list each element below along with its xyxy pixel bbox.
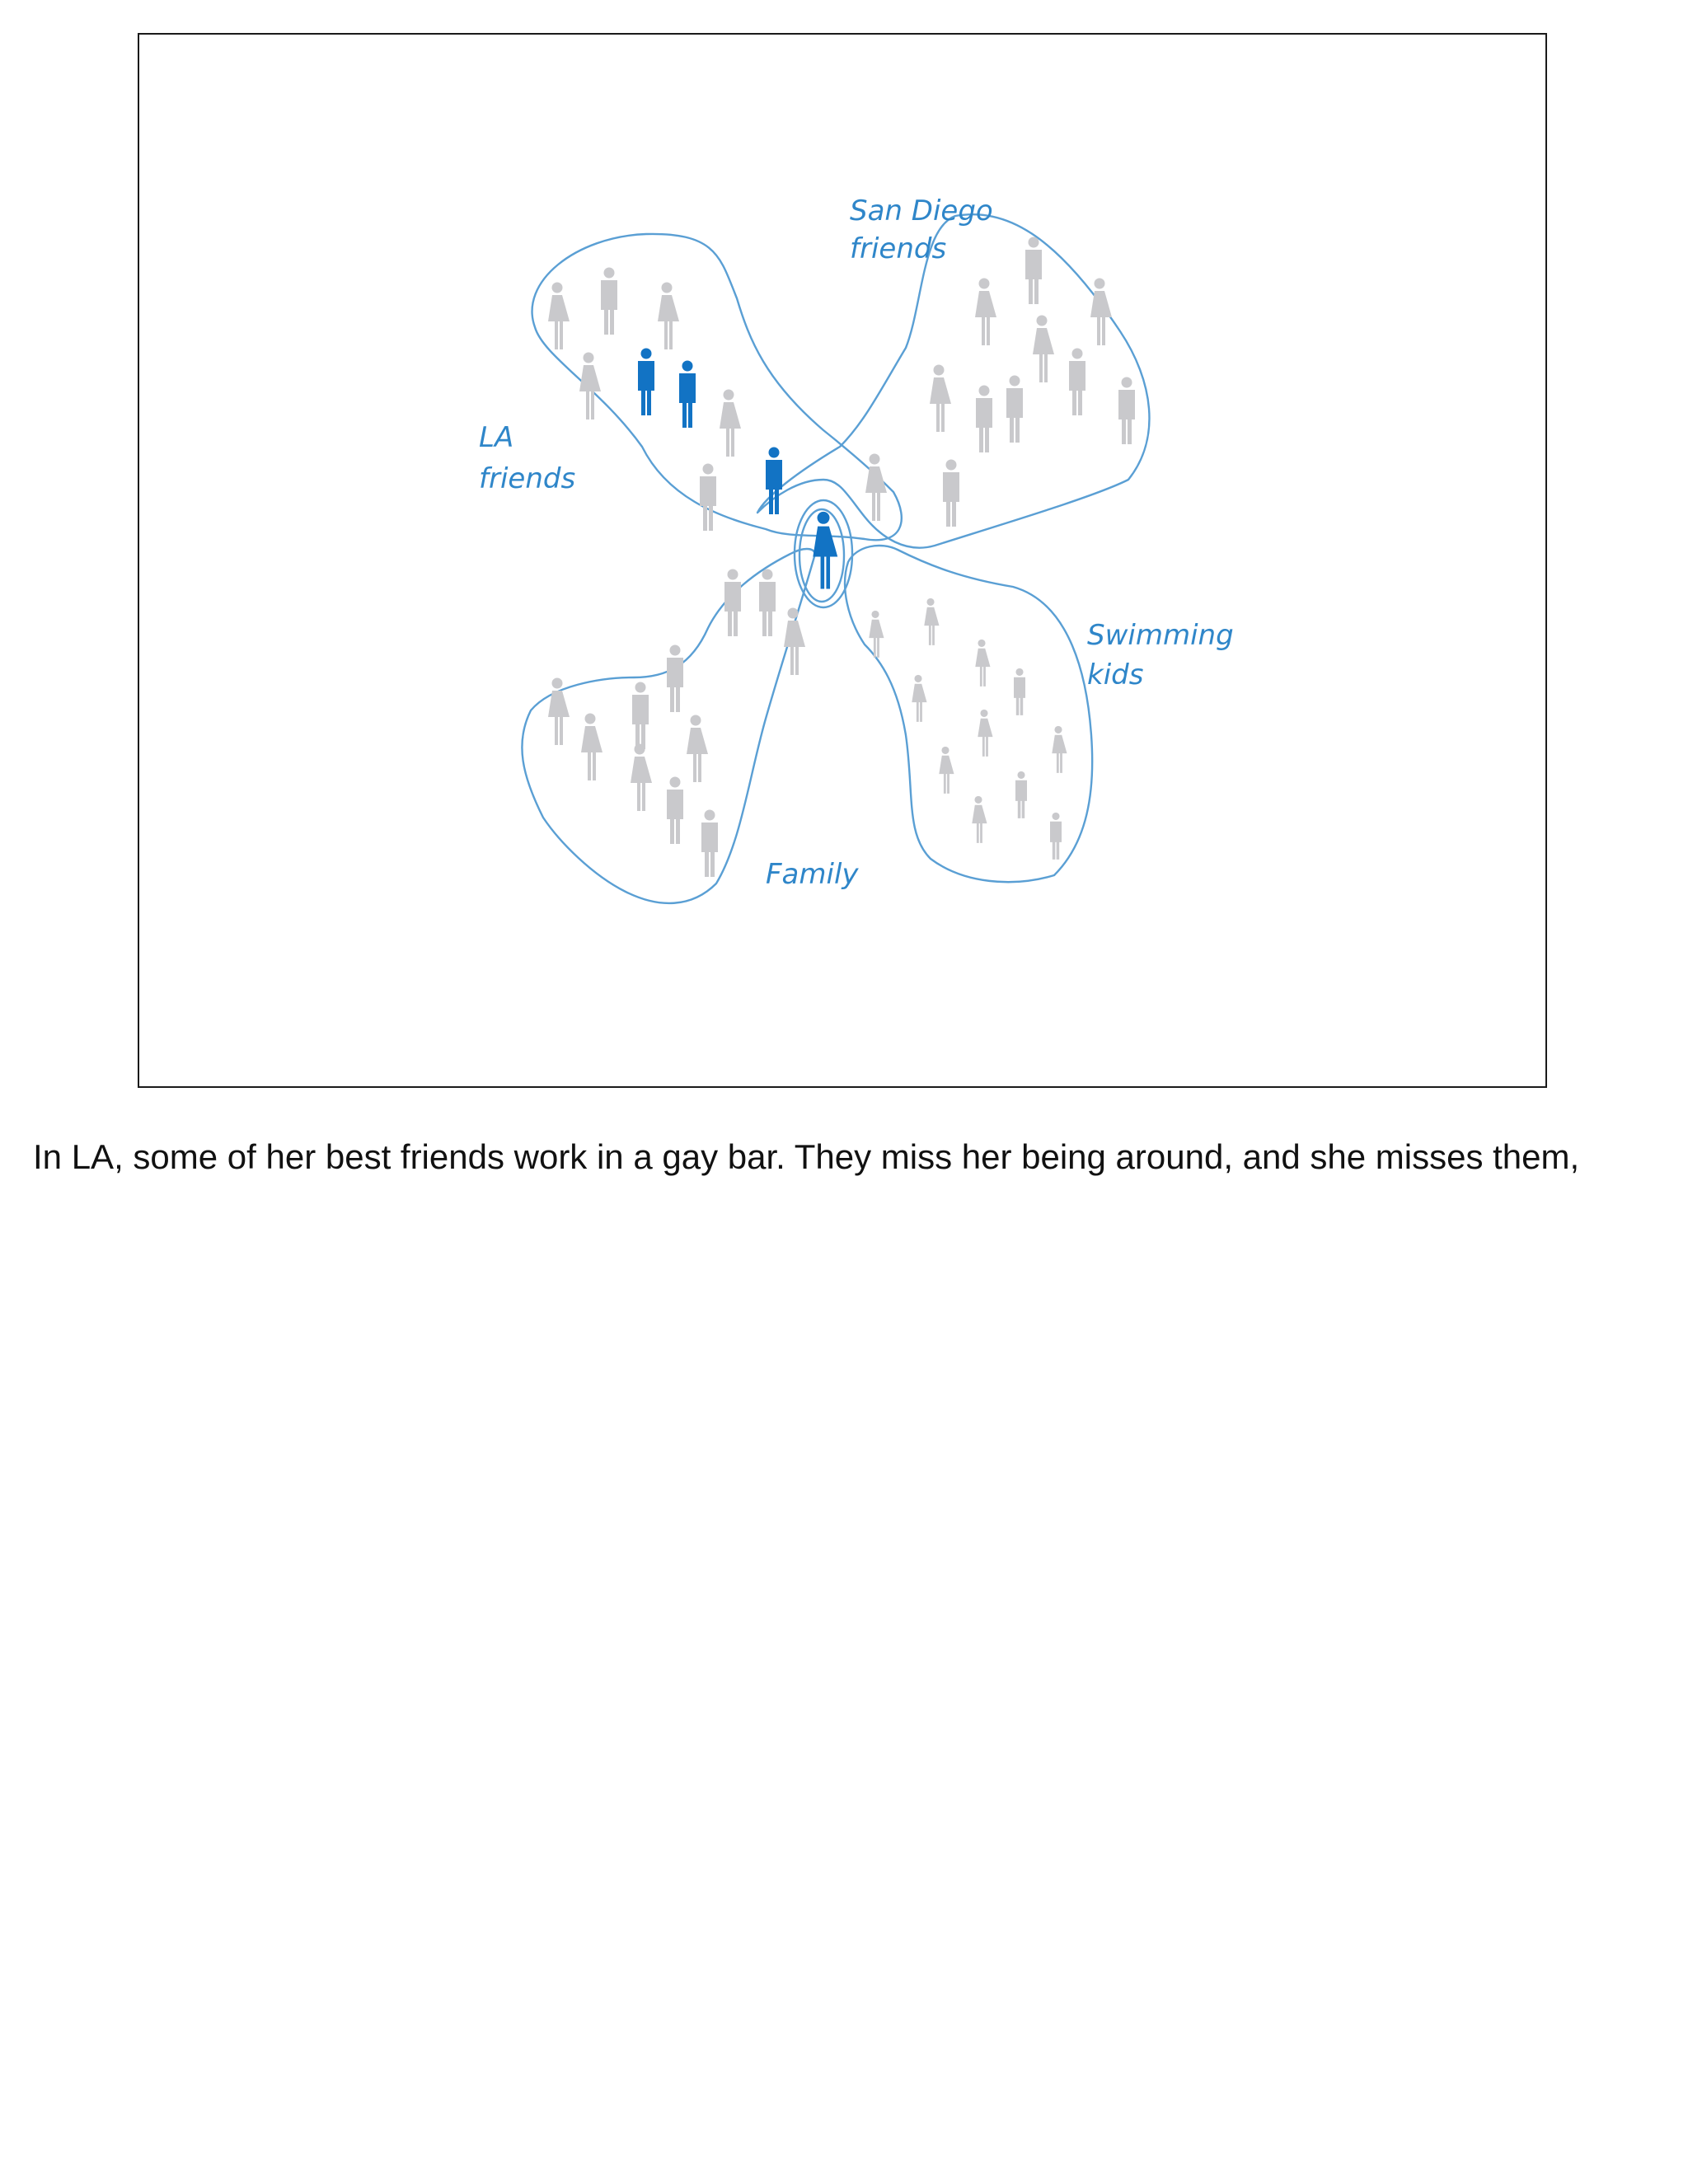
la-friends-label: LA friends — [479, 421, 576, 495]
female-person-icon — [1090, 279, 1112, 346]
female-person-icon — [975, 279, 996, 346]
male-person-icon — [700, 464, 716, 532]
child-person-icon — [1052, 726, 1067, 773]
slide-frame — [138, 33, 1547, 1088]
male-person-icon — [976, 386, 992, 453]
male-person-icon — [701, 810, 718, 878]
swimming-kids-label: Swimming kids — [1087, 619, 1234, 691]
female-person-icon — [579, 353, 601, 420]
male-person-icon — [1069, 349, 1085, 416]
child-person-icon — [924, 598, 939, 645]
male-person-icon — [1118, 377, 1135, 445]
child-person-icon — [972, 796, 987, 843]
female-person-icon — [687, 715, 708, 783]
male-person-icon — [667, 777, 683, 845]
social-network-diagram — [139, 35, 1545, 1086]
male-person-icon — [943, 460, 959, 527]
female-person-icon — [1033, 316, 1054, 383]
highlight-male-person-icon — [766, 448, 782, 515]
male-person-icon — [632, 682, 649, 750]
male-person-icon — [1025, 237, 1042, 305]
female-person-icon — [548, 283, 570, 350]
male-person-icon — [1006, 376, 1023, 443]
male-person-icon — [724, 569, 741, 637]
child-person-icon — [1050, 813, 1062, 860]
family-label: Family — [766, 858, 859, 891]
child-person-icon — [978, 710, 992, 757]
child-person-icon — [939, 747, 954, 794]
highlight-male-person-icon — [679, 361, 696, 429]
highlight-male-person-icon — [638, 349, 654, 416]
child-person-icon — [1014, 668, 1025, 715]
male-person-icon — [667, 645, 683, 713]
female-person-icon — [658, 283, 679, 350]
center-female-person-icon — [813, 512, 837, 589]
male-person-icon — [601, 268, 617, 335]
female-person-icon — [720, 390, 741, 457]
san-diego-friends-label: San Diego friends — [850, 194, 993, 265]
child-person-icon — [912, 675, 926, 722]
female-person-icon — [581, 714, 603, 781]
male-person-icon — [759, 569, 776, 637]
caption-text: In LA, some of her best friends work in a gay bar. They miss her being around, and she misses them, — [33, 1137, 1580, 1176]
child-person-icon — [1015, 771, 1027, 818]
female-person-icon — [631, 744, 652, 812]
female-person-icon — [784, 608, 805, 676]
child-person-icon — [975, 640, 990, 687]
female-person-icon — [865, 454, 887, 522]
female-person-icon — [930, 365, 951, 433]
